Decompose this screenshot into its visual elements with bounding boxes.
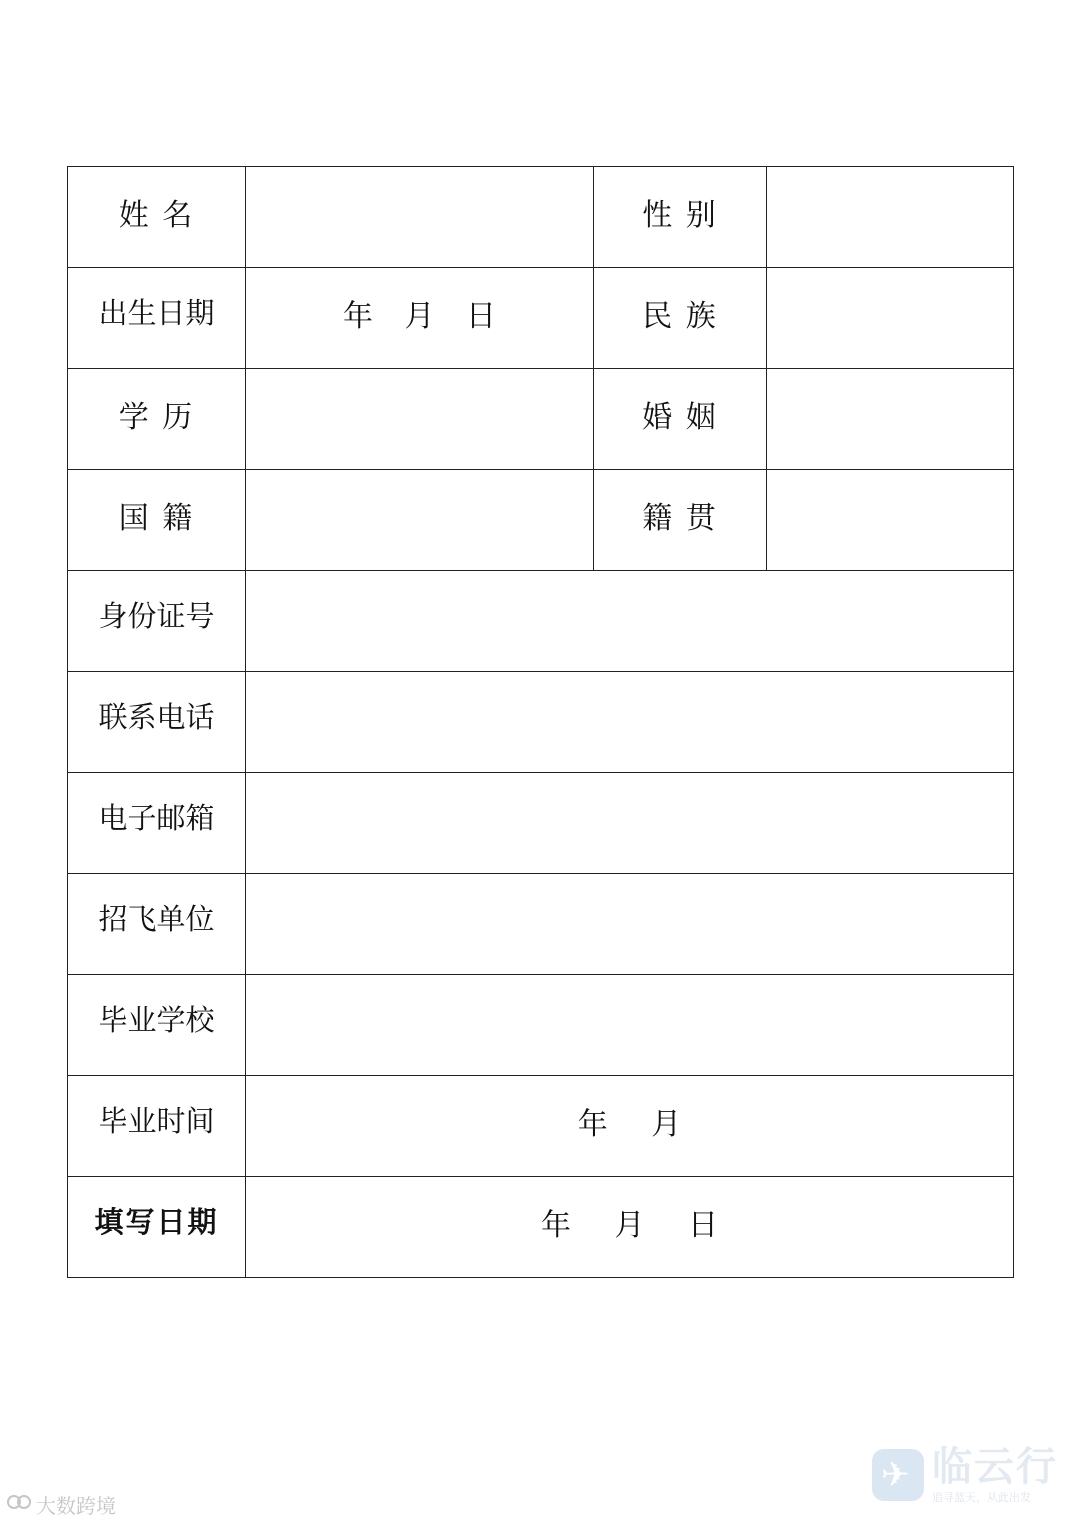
birth-value-cell[interactable] (246, 268, 594, 369)
table-row (68, 975, 1014, 1076)
id-label: 身份证号 (98, 599, 215, 633)
gender-label: 性 别 (642, 198, 718, 233)
education-value-cell[interactable] (246, 369, 594, 470)
table-row (68, 773, 1014, 874)
name-label: 姓 名 (118, 198, 195, 233)
watermark-brand-slogan: 追寻蓝天，从此出发 (932, 1491, 1031, 1504)
phone-value-cell[interactable] (246, 672, 1014, 773)
ethnicity-label: 民 族 (642, 299, 718, 334)
watermark-brand (932, 1445, 1058, 1505)
gender-value-cell[interactable] (767, 167, 1014, 268)
table-row (68, 1076, 1014, 1177)
table-row (68, 874, 1014, 975)
nationality-label: 国 籍 (118, 501, 195, 536)
phone-label-cell (68, 672, 246, 773)
grad-time-placeholder: 年 月 (577, 1107, 682, 1142)
table-row (68, 268, 1014, 369)
unit-label-cell (68, 874, 246, 975)
fill-date-value-cell[interactable] (246, 1177, 1014, 1278)
name-label-cell (68, 167, 246, 268)
birth-date-placeholder: 年 月 日 (342, 299, 497, 334)
table-row (68, 470, 1014, 571)
marriage-value-cell[interactable] (767, 369, 1014, 470)
education-label-cell (68, 369, 246, 470)
id-value-cell[interactable] (246, 571, 1014, 672)
origin-label-cell (594, 470, 767, 571)
education-label: 学 历 (118, 400, 195, 435)
marriage-label: 婚 姻 (642, 400, 718, 435)
airplane-logo-icon (872, 1449, 924, 1501)
watermark-left (6, 1490, 116, 1519)
name-value-cell[interactable] (246, 167, 594, 268)
ethnicity-label-cell (594, 268, 767, 369)
birth-label-cell (68, 268, 246, 369)
gender-label-cell (594, 167, 767, 268)
fill-date-placeholder: 年 月 日 (540, 1208, 719, 1243)
school-value-cell[interactable] (246, 975, 1014, 1076)
table-row (68, 167, 1014, 268)
school-label: 毕业学校 (98, 1003, 215, 1037)
marriage-label-cell (594, 369, 767, 470)
ethnicity-value-cell[interactable] (767, 268, 1014, 369)
origin-value-cell[interactable] (767, 470, 1014, 571)
watermark-brand-name: 临云行 (932, 1444, 1058, 1490)
email-value-cell[interactable] (246, 773, 1014, 874)
school-label-cell (68, 975, 246, 1076)
watermark-right (872, 1445, 1058, 1505)
unit-label: 招飞单位 (98, 902, 215, 936)
nationality-label-cell (68, 470, 246, 571)
watermark-left-text: 大数跨境 (36, 1494, 116, 1518)
id-label-cell (68, 571, 246, 672)
origin-label: 籍 贯 (642, 501, 718, 536)
table-row (68, 1177, 1014, 1278)
double-circle-icon (6, 1493, 32, 1516)
table-row (68, 571, 1014, 672)
unit-value-cell[interactable] (246, 874, 1014, 975)
fill-date-label-cell (68, 1177, 246, 1278)
application-form-table (67, 166, 1014, 1278)
birth-label: 出生日期 (98, 296, 215, 330)
email-label-cell (68, 773, 246, 874)
phone-label: 联系电话 (98, 700, 215, 734)
nationality-value-cell[interactable] (246, 470, 594, 571)
grad-time-value-cell[interactable] (246, 1076, 1014, 1177)
fill-date-label: 填写日期 (94, 1205, 219, 1239)
table-row (68, 672, 1014, 773)
email-label: 电子邮箱 (98, 801, 215, 835)
grad-time-label: 毕业时间 (98, 1104, 215, 1138)
grad-time-label-cell (68, 1076, 246, 1177)
table-row (68, 369, 1014, 470)
